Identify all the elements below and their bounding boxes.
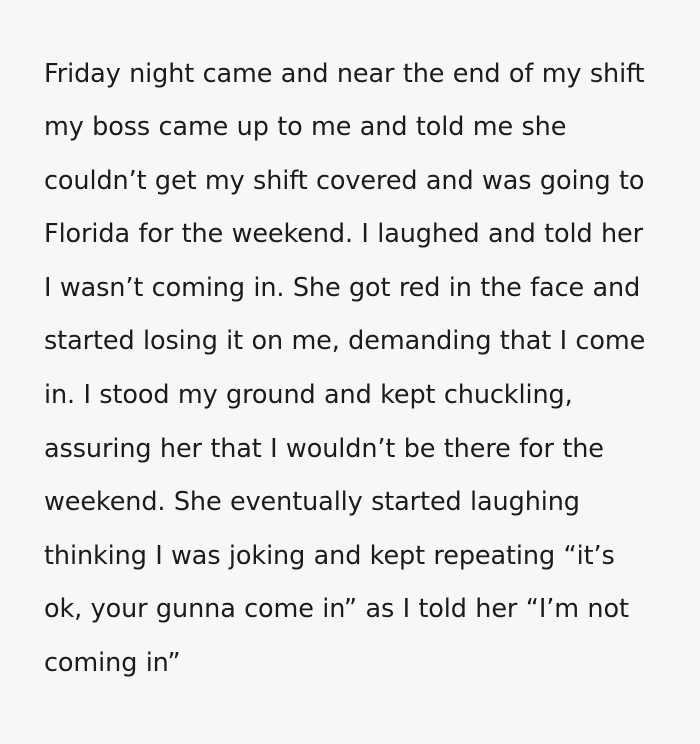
story-paragraph: Friday night came and near the end of my shift my boss came up to me and told me she couldn’t get my shift covered and was going to Florida for the weekend. I laughed and told her I wasn’t coming in. She got red in the face and started losing it on me, demanding that I come in. I stood my ground and kept chuckling, assuring her that I wouldn’t be there for the weekend. She eventually started laughing thinking I was joking and kept repeating “it’s ok, your gunna come in” as I told her “I’m not coming in” <box>44 58 654 679</box>
